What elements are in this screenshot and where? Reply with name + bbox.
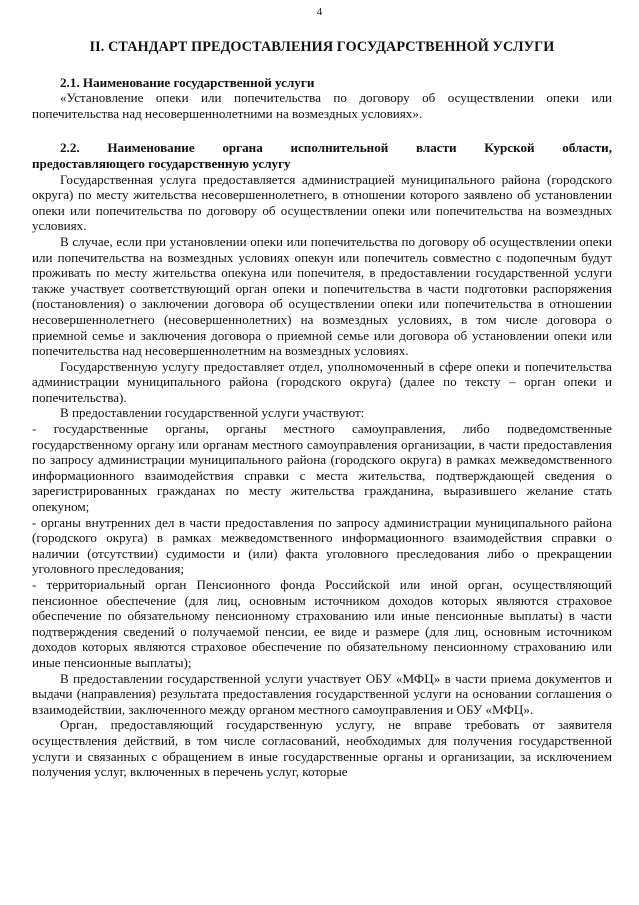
list-item: - государственные органы, органы местного самоуправления, либо подведомственные государственному органу или органам местного самоуправления организации, в части предоставления по запросу администрации муниципального района (городского округа) в рамках межведомственного информационного взаимодействия справки с места жительства, подтверждающей сведения о зарегистрированных гражданах по месту жительства гражданина, выразившего желание стать опекуном; bbox=[32, 421, 612, 515]
page-number: 4 bbox=[316, 6, 323, 18]
document-body bbox=[32, 40, 612, 780]
section-2-2-heading-line1: 2.2. Наименование органа исполнительной власти Курской области, bbox=[60, 140, 612, 156]
paragraph: Государственную услугу предоставляет отдел, уполномоченный в сфере опеки и попечительства администрации муниципального района (городского округа) (далее по тексту – орган опеки и попечительства). bbox=[32, 358, 612, 405]
list-item: - территориальный орган Пенсионного фонда Российской или иной орган, осуществляющий пенсионное обеспечение (для лиц, основным источником доходов которых являются страховое обеспечение по обязательному пенсионному страхованию или иные пенсионные выплаты) в части подтверждения сведений о получаемой пенсии, ее виде и размере (для лиц, основным источником доходов которых являются страховое обеспечение по обязательному пенсионному страхованию или иные пенсионные выплаты); bbox=[32, 577, 612, 670]
paragraph: Орган, предоставляющий государственную услугу, не вправе требовать от заявителя осуществления действий, в том числе согласований, необходимых для получения государственной услуги и связанных с обращением в иные государственные органы и организации, за исключением получения услуг, включенных в перечень услуг, которые bbox=[32, 717, 612, 780]
chapter-title: II. СТАНДАРТ ПРЕДОСТАВЛЕНИЯ ГОСУДАРСТВЕННОЙ УСЛУГИ bbox=[89, 39, 555, 55]
paragraph: В случае, если при установлении опеки или попечительства по договору об осуществлении опеки или попечительства на возмездных условиях опекун или попечитель совместно с подопечным будут проживать по месту жительства опекуна или попечителя, в предоставлении государственной услуги также участвует соответствующий орган опеки и попечительства в части подготовки распоряжения (постановления) о заключении договора об осуществлении опеки или попечительства в отношении несовершеннолетнего (несовершеннолетних) на возмездных условиях, в том числе договора о приемной семье и заключения договора о приемной семье или договора об установлении опеки или попечительства над несовершеннолетним на возмездных условиях. bbox=[32, 233, 612, 359]
paragraph: Государственная услуга предоставляется администрацией муниципального района (городского округа) по месту жительства несовершеннолетнего, в отношении которого заявлено об установлении опеки или попечительства по договору об осуществлении опеки или попечительства на возмездных условиях. bbox=[32, 171, 612, 234]
paragraph: В предоставлении государственной услуги участвует ОБУ «МФЦ» в части приема документов и выдачи (направления) результата предоставления государственной услуги на основании соглашения о взаимодействии, заключенного между органом местного самоуправления и ОБУ «МФЦ». bbox=[32, 670, 612, 717]
section-2-2-heading-line2: предоставляющего государственную услугу bbox=[32, 155, 291, 171]
section-2-1-heading: 2.1. Наименование государственной услуги bbox=[60, 74, 315, 90]
list-item: - органы внутренних дел в части предоставления по запросу администрации муниципального района (городского округа) в рамках межведомственного информационного взаимодействия справки о наличии (отсутствии) судимости и (или) факта уголовного преследования либо о прекращении уголовного преследования; bbox=[32, 514, 612, 577]
section-2-1-text: «Установление опеки или попечительства по договору об осуществлении опеки или попечительства над несовершеннолетними на возмездных условиях». bbox=[32, 90, 612, 121]
paragraph: В предоставлении государственной услуги участвуют: bbox=[60, 405, 365, 421]
